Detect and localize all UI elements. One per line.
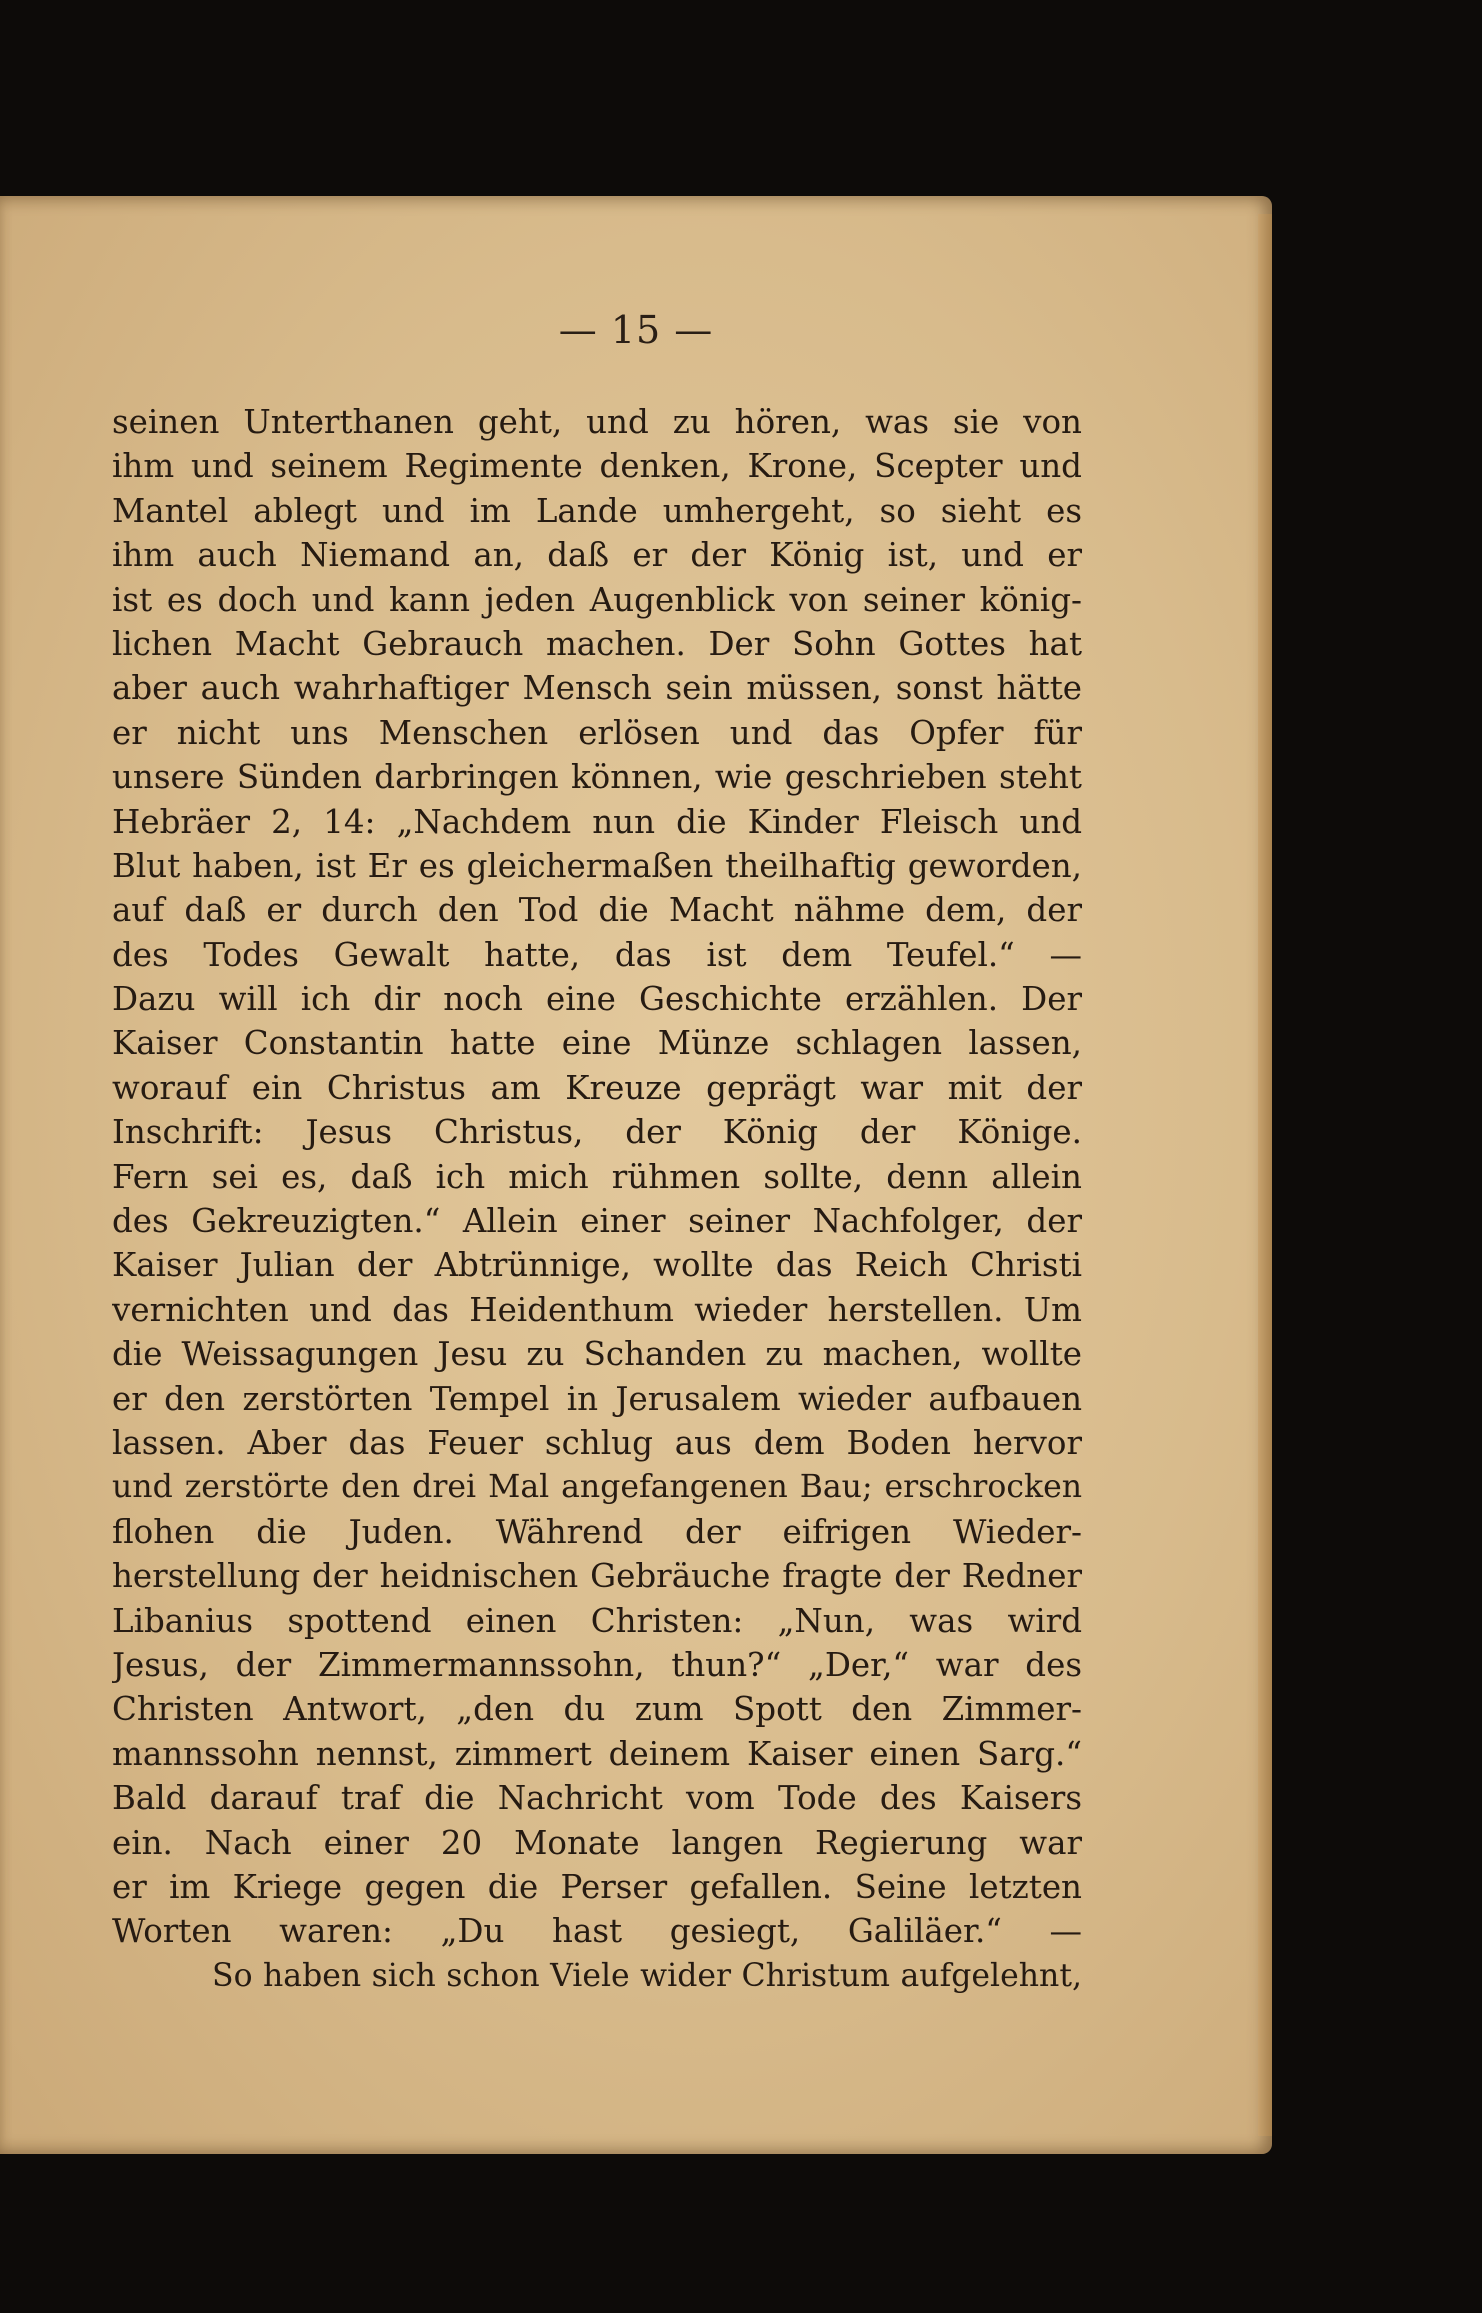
text-line: Bald darauf traf die Nachricht vom Tode des Kaisers <box>112 1779 1082 1818</box>
text-line: er nicht uns Menschen erlösen und das Opfer für <box>112 713 1082 752</box>
text-line: worauf ein Christus am Kreuze geprägt war mit der <box>112 1068 1082 1107</box>
text-line: des Todes Gewalt hatte, das ist dem Teufel.“ — <box>112 935 1082 974</box>
text-line: Kaiser Julian der Abtrünnige, wollte das Reich Christi <box>112 1246 1082 1285</box>
text-line: herstellung der heidnischen Gebräuche fragte der Redner <box>112 1557 1082 1596</box>
text-line: er im Kriege gegen die Perser gefallen. Seine letzten <box>112 1867 1082 1906</box>
text-line: unsere Sünden darbringen können, wie geschrieben steht <box>112 758 1082 797</box>
text-line: Kaiser Constantin hatte eine Münze schlagen lassen, <box>112 1024 1082 1063</box>
page-edge <box>1258 214 1272 2136</box>
text-line: ihm und seinem Regimente denken, Krone, Scepter und <box>112 447 1082 486</box>
text-line: Fern sei es, daß ich mich rühmen sollte, denn allein <box>112 1157 1082 1196</box>
text-line: Jesus, der Zimmermannssohn, thun?“ „Der,“ war des <box>112 1645 1082 1684</box>
text-line: Hebräer 2, 14: „Nachdem nun die Kinder Fleisch und <box>112 802 1082 841</box>
text-line: ihm auch Niemand an, daß er der König ist, und er <box>112 536 1082 575</box>
text-line: und zerstörte den drei Mal angefangenen Bau; erschrocken <box>112 1469 1082 1506</box>
text-line: Christen Antwort, „den du zum Spott den Zimmer- <box>112 1690 1082 1729</box>
text-line: auf daß er durch den Tod die Macht nähme dem, der <box>112 891 1082 930</box>
text-line: Mantel ablegt und im Lande umhergeht, so sieht es <box>112 491 1082 530</box>
text-line: des Gekreuzigten.“ Allein einer seiner Nachfolger, der <box>112 1202 1082 1241</box>
text-line: er den zerstörten Tempel in Jerusalem wieder aufbauen <box>112 1379 1082 1418</box>
page-number: — 15 — <box>558 308 714 352</box>
text-line: vernichten und das Heidenthum wieder herstellen. Um <box>112 1290 1082 1329</box>
text-line: Libanius spottend einen Christen: „Nun, was wird <box>112 1601 1082 1640</box>
text-line: ein. Nach einer 20 Monate langen Regierung war <box>112 1823 1082 1862</box>
text-line: seinen Unterthanen geht, und zu hören, was sie von <box>112 403 1082 441</box>
text-line: Inschrift: Jesus Christus, der König der Könige. <box>112 1113 1082 1152</box>
text-line: aber auch wahrhaftiger Mensch sein müssen, sonst hätte <box>112 669 1082 708</box>
text-line: lichen Macht Gebrauch machen. Der Sohn Gottes hat <box>112 624 1082 663</box>
text-line: Dazu will ich dir noch eine Geschichte erzählen. Der <box>112 980 1082 1019</box>
body-text <box>112 400 1082 1998</box>
text-line: die Weissagungen Jesu zu Schanden zu machen, wollte <box>112 1335 1082 1374</box>
text-line: Blut haben, ist Er es gleichermaßen theilhaftig geworden, <box>112 846 1082 885</box>
text-line: flohen die Juden. Während der eifrigen Wieder- <box>112 1512 1082 1551</box>
text-line: ist es doch und kann jeden Augenblick von seiner könig- <box>112 580 1082 619</box>
text-line: So haben sich schon Viele wider Christum aufgelehnt, <box>212 1957 1082 1994</box>
text-line: Worten waren: „Du hast gesiegt, Galiläer.“ — <box>112 1912 1082 1951</box>
text-line: mannssohn nennst, zimmert deinem Kaiser einen Sarg.“ <box>112 1734 1082 1773</box>
text-line: lassen. Aber das Feuer schlug aus dem Boden hervor <box>112 1423 1082 1462</box>
book-page <box>0 196 1272 2154</box>
